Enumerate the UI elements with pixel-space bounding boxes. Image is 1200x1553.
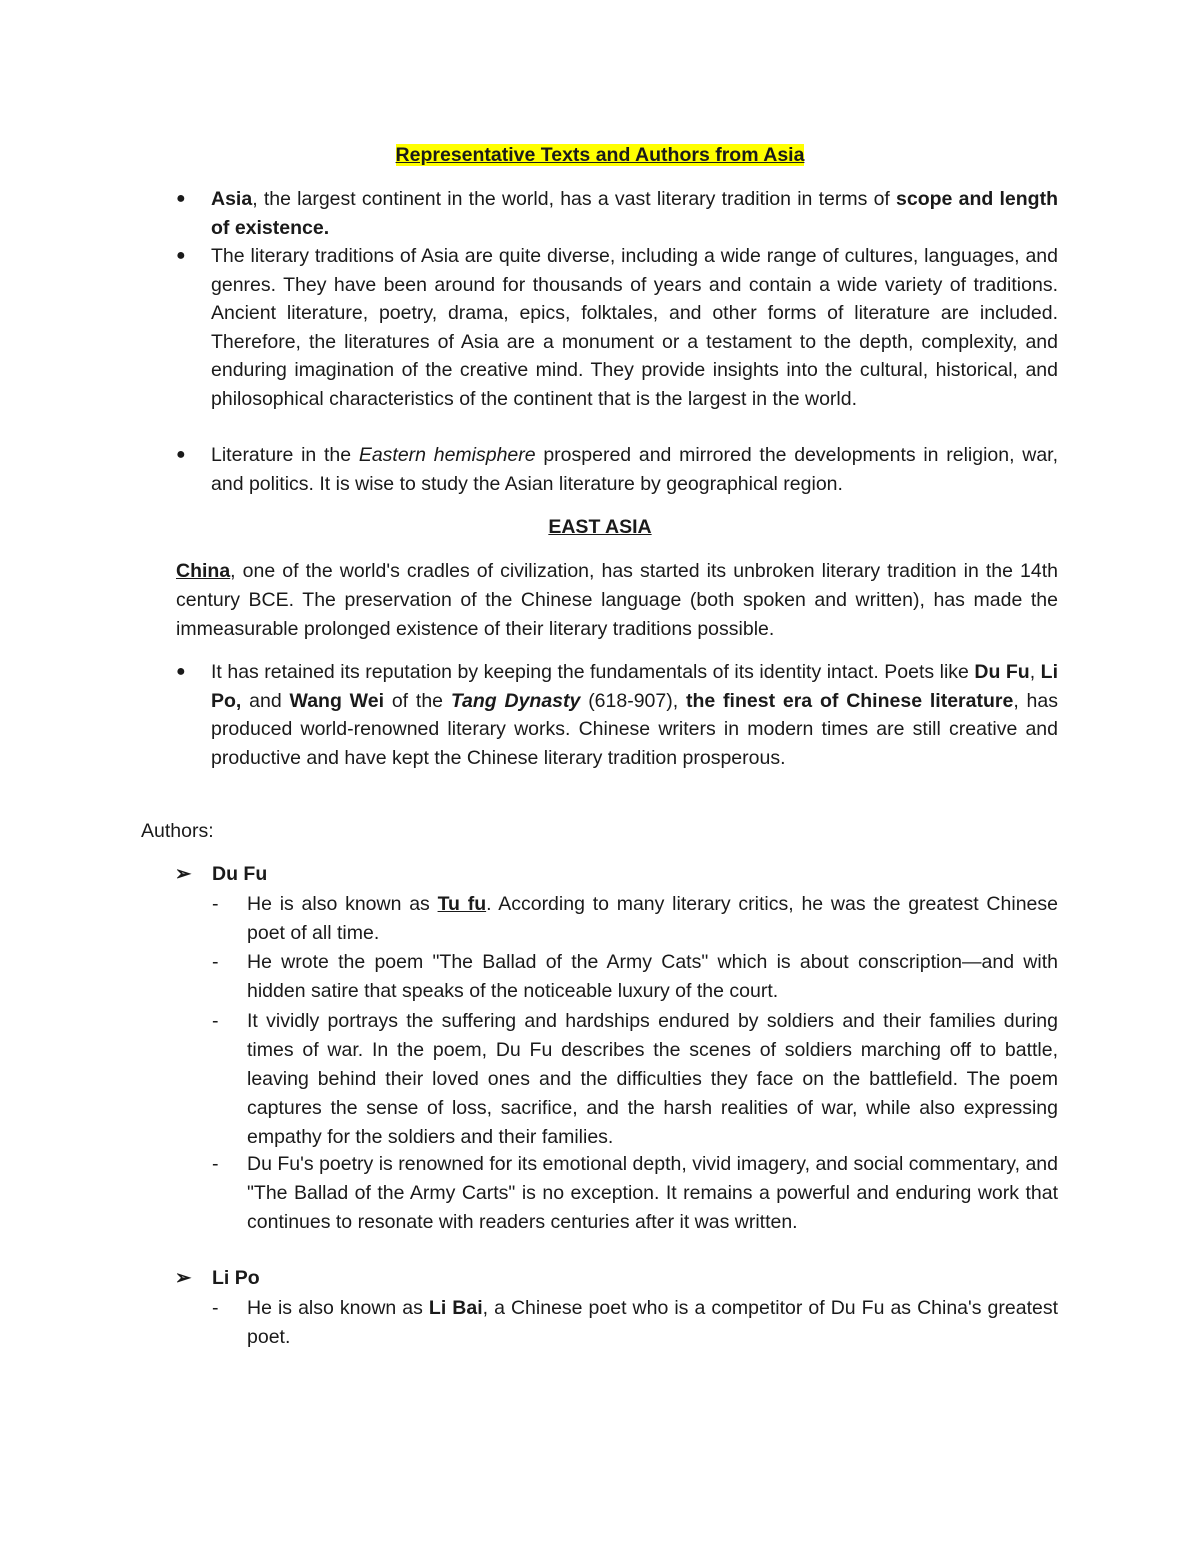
bullet-icon: ●	[176, 663, 186, 680]
dash-icon: -	[212, 1010, 219, 1032]
dynasty-years: (618-907),	[580, 689, 686, 712]
bullet-icon: ●	[176, 190, 186, 207]
du-fu-point-3: It vividly portrays the suffering and hardships endured by soldiers and their families during times of war. In the poem, Du Fu describes the scenes of soldiers marching off to battle, leaving behind their loved ones and the difficulties they face on the battlefield. The poem captures the sense of loss, sacrifice, and the harsh realities of war, while also expressing empathy for the soldiers and their families.	[247, 1010, 1058, 1149]
dash-icon: -	[212, 1297, 219, 1319]
page-title-text: Representative Texts and Authors from Asia	[395, 144, 805, 166]
china-text: , one of the world's cradles of civilization, has started its unbroken literary tradition in the 14th century BCE. The preservation of the Chinese language (both spoken and written), has made the immeasurable prolonged existence of their literary traditions possible.	[176, 560, 1058, 640]
du-fu-point-4: Du Fu's poetry is renowned for its emotional depth, vivid imagery, and social commentary, and "The Ballad of the Army Carts" is no exception. It remains a powerful and enduring work that continues to resonate with readers centuries after it was written.	[247, 1153, 1058, 1234]
china-bullet	[211, 658, 1058, 772]
dash-icon: -	[212, 1153, 219, 1175]
point-text: , a Chinese poet who is a competitor of Du Fu as China's greatest poet.	[247, 1297, 1058, 1349]
author-name-du-fu: Du Fu	[212, 863, 268, 885]
author-name-li-po: Li Po	[212, 1267, 260, 1289]
du-fu-point-2: He wrote the poem "The Ballad of the Army Cats" which is about conscription—and with hidden satire that speaks of the noticeable luxury of the court.	[247, 951, 1058, 1003]
separator: of the	[384, 689, 451, 712]
point-text: He is also known as	[247, 1297, 429, 1319]
alias-li-bai: Li Bai	[428, 1297, 483, 1319]
intro-bullet-asia	[211, 185, 1058, 242]
arrow-bullet-icon: ➢	[175, 1267, 192, 1289]
intro-bold: scope and length of existence.	[211, 188, 1058, 239]
bullet-icon: ●	[176, 247, 186, 264]
li-po-point-1	[247, 1294, 1058, 1352]
intro-bullet-traditions: The literary traditions of Asia are quite diverse, including a wide range of cultures, languages, and genres. They have been around for thousands of years and contain a wide variety of traditions. Ancient literature, poetry, drama, epics, folktales, and other forms of literature are included. Therefore, the literatures of Asia are a monument or a testament to the depth, complexity, and enduring imagination of the creative mind. They provide insights into the cultural, historical, and philosophical characteristics of the continent that is the largest in the world.	[211, 245, 1058, 410]
china-term: China	[176, 560, 231, 582]
finest-era: the finest era of Chinese literature	[685, 689, 1014, 712]
poet-wang-wei: Wang Wei	[289, 689, 384, 712]
separator: ,	[1029, 661, 1041, 683]
point-text: . According to many literary critics, he was the greatest Chinese poet of all time.	[247, 893, 1058, 945]
china-bullet-text: It has retained its reputation by keeping the fundamentals of its identity intact. Poets like	[211, 661, 975, 683]
poet-du-fu: Du Fu	[974, 661, 1030, 683]
separator: and	[241, 689, 290, 712]
intro-text: , the largest continent in the world, has a vast literary tradition in terms of	[252, 188, 897, 210]
alias-tu-fu: Tu fu	[437, 893, 487, 915]
du-fu-point-1	[247, 890, 1058, 948]
china-bullet-text: , has produced world-renowned literary works. Chinese writers in modern times are still creative and productive and have kept the Chinese literary tradition prosperous.	[211, 689, 1058, 769]
dash-icon: -	[212, 893, 219, 915]
section-heading-east-asia: EAST ASIA	[548, 516, 652, 538]
intro-bullet-eastern	[211, 441, 1058, 498]
tang-dynasty: Tang Dynasty	[450, 689, 581, 712]
eastern-hemisphere-term: Eastern hemisphere	[358, 444, 536, 466]
intro-text: prospered and mirrored the developments in religion, war, and politics. It is wise to study the Asian literature by geographical region.	[211, 444, 1058, 495]
arrow-bullet-icon: ➢	[175, 863, 192, 885]
bullet-icon: ●	[176, 446, 186, 463]
page-title	[0, 141, 1200, 169]
dash-icon: -	[212, 951, 219, 973]
poet-li-po: Li Po,	[211, 661, 1058, 712]
intro-text: Literature in the	[211, 444, 359, 466]
asia-term: Asia	[211, 188, 253, 210]
authors-label: Authors:	[141, 820, 214, 842]
china-paragraph	[176, 557, 1058, 644]
point-text: He is also known as	[247, 893, 438, 915]
